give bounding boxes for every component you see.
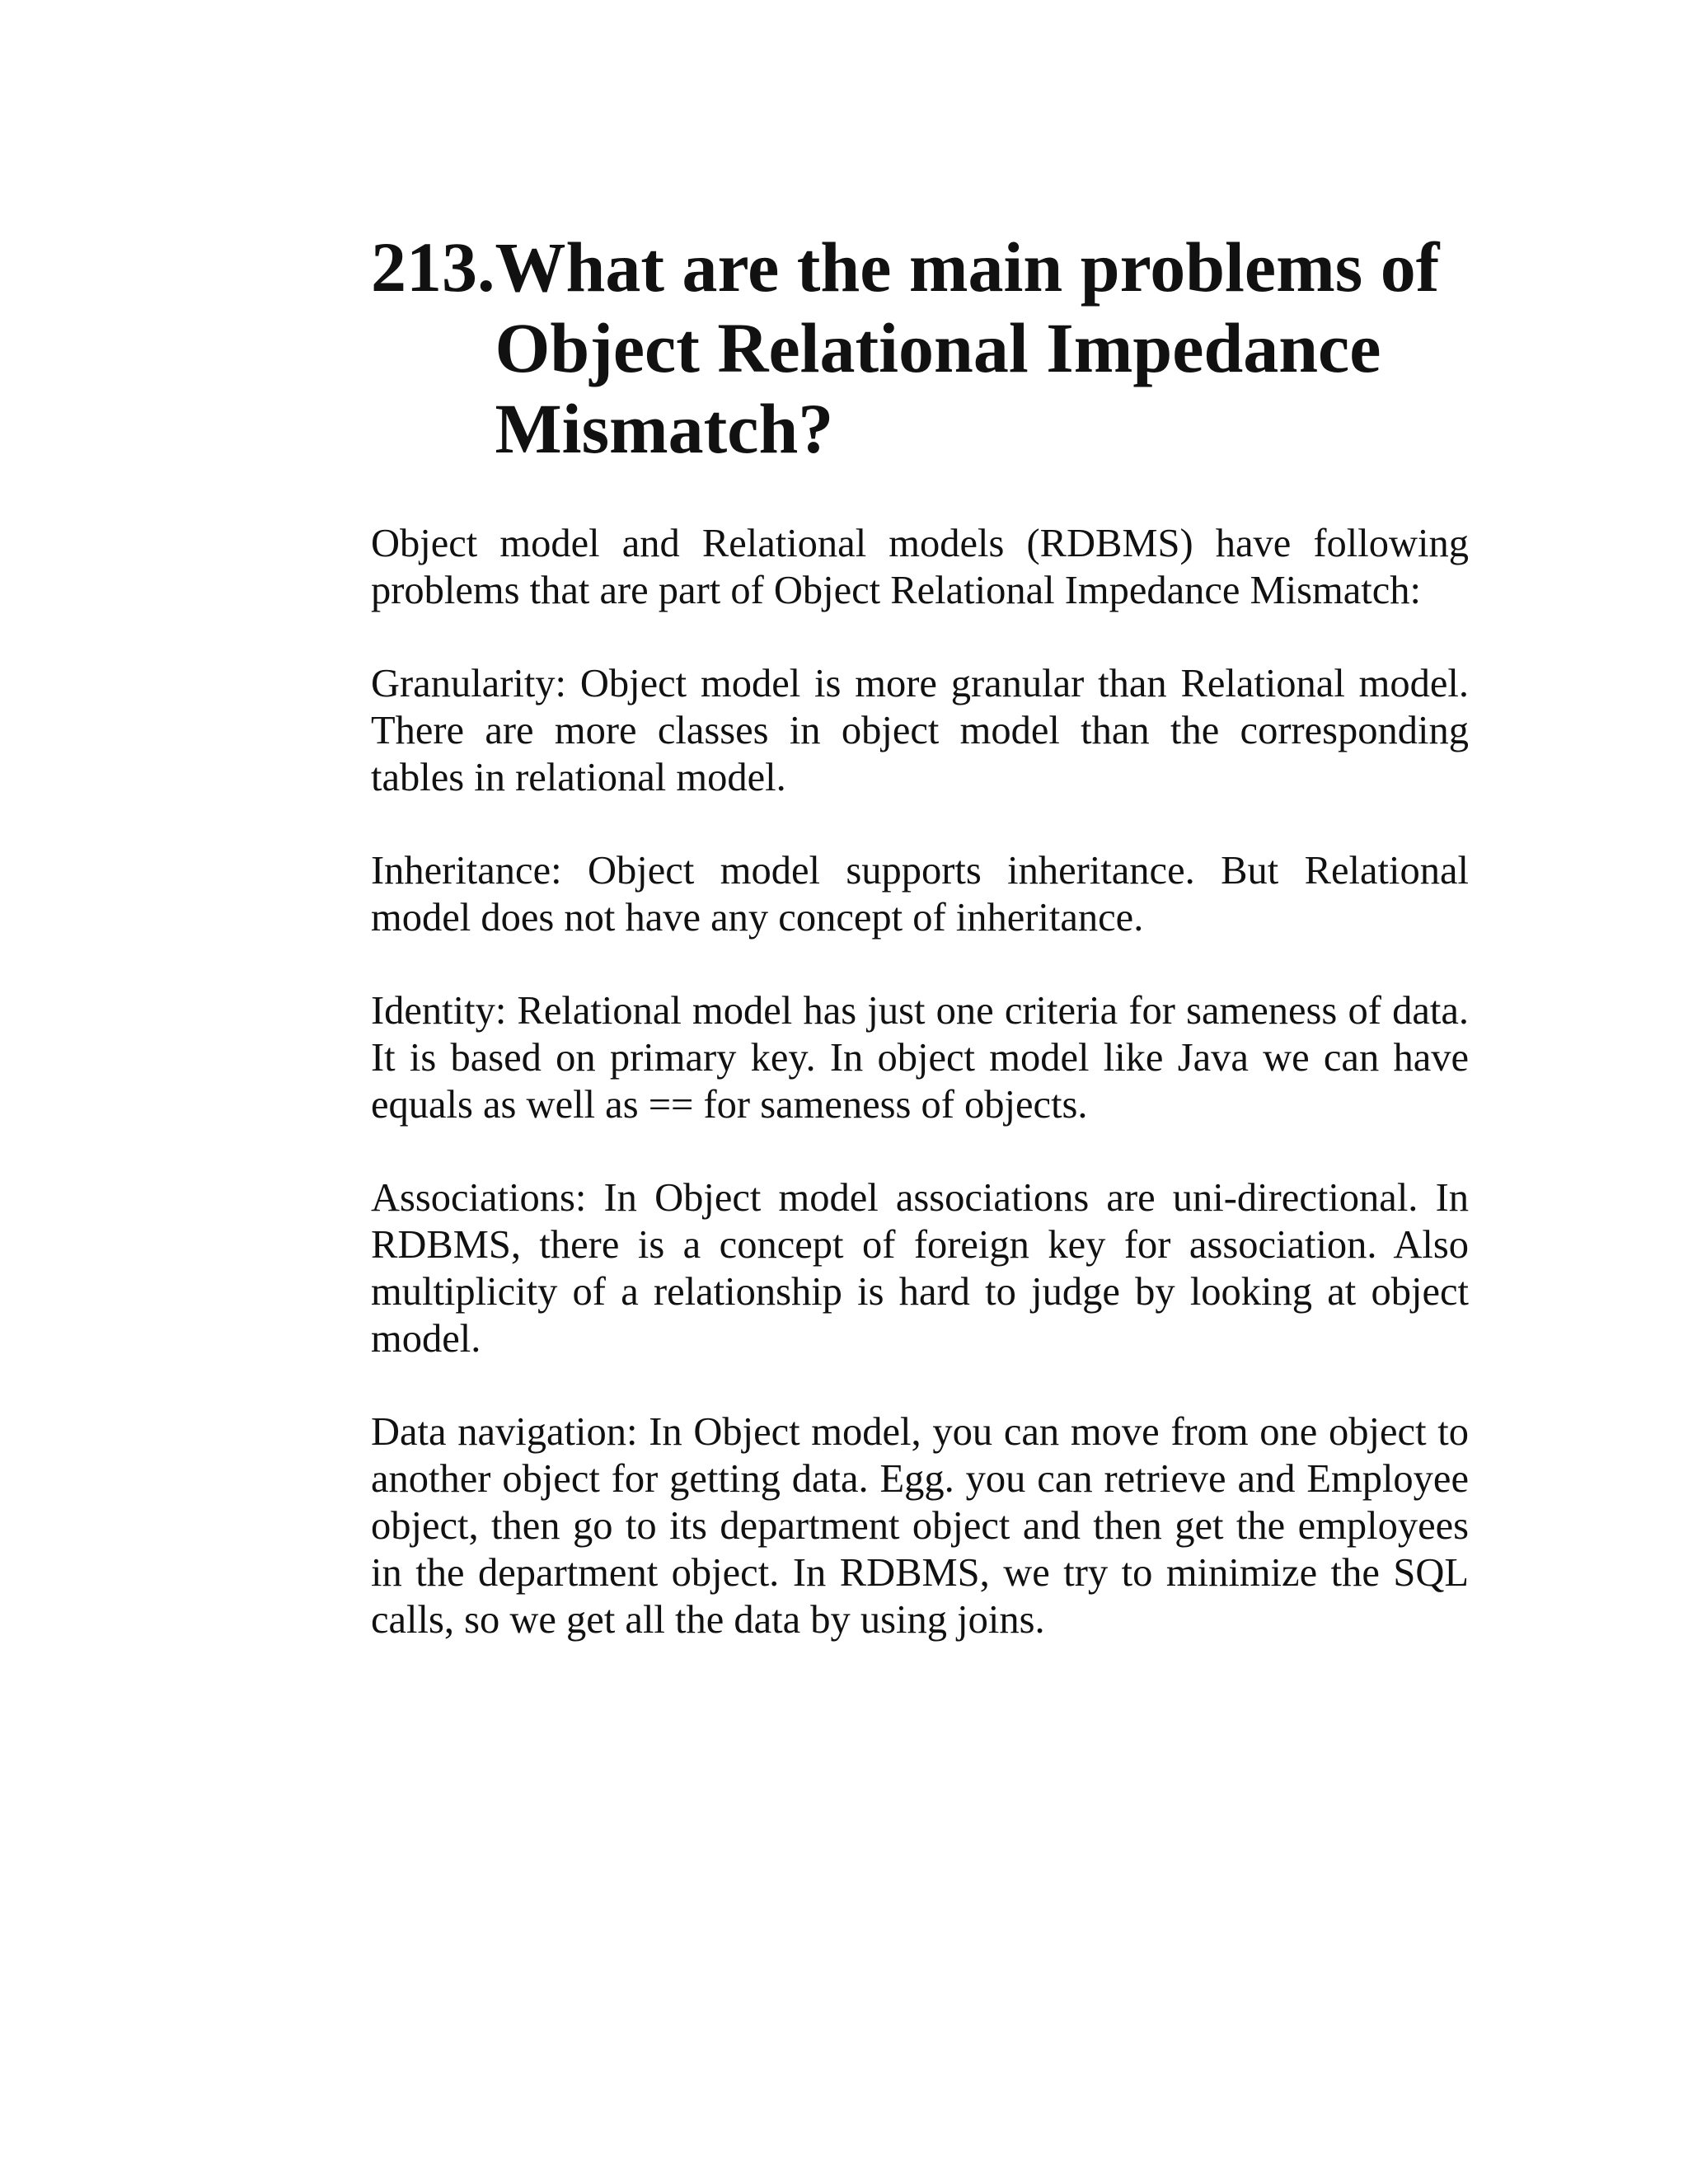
section-label: Identity:	[371, 989, 507, 1033]
section-data-navigation	[371, 1408, 1469, 1643]
section-label: Data navigation:	[371, 1410, 638, 1454]
section-text: In Object model associations are uni-directional. In RDBMS, there is a concept of foreign key for association. Also multiplicity of a relationship is hard to judge by looking at object model.	[371, 1176, 1469, 1361]
section-label: Granularity:	[371, 662, 567, 705]
section-text: Relational model has just one criteria for sameness of data. It is based on primary key. In object model like Java we can have equals as well as == for sameness of objects.	[371, 989, 1469, 1127]
question-number: 213.	[371, 227, 495, 307]
section-label: Associations:	[371, 1176, 587, 1220]
section-identity	[371, 987, 1469, 1128]
section-text: Object model is more granular than Relational model. There are more classes in object model than the corresponding tables in relational model.	[371, 662, 1469, 799]
section-inheritance	[371, 847, 1469, 941]
question-title: What are the main problems of Object Relational Impedance Mismatch?	[495, 227, 1440, 468]
section-text: Object model supports inheritance. But Relational model does not have any concept of inheritance.	[371, 849, 1469, 940]
document-page	[371, 227, 1469, 1690]
section-label: Inheritance:	[371, 849, 562, 893]
section-text: In Object model, you can move from one object to another object for getting data. Egg. you can retrieve and Employee object, then go to its department object and then get the employees in the department object. In RDBMS, we try to minimize the SQL calls, so we get all the data by using joins.	[371, 1410, 1469, 1642]
section-granularity	[371, 660, 1469, 801]
section-associations	[371, 1174, 1469, 1362]
intro-paragraph: Object model and Relational models (RDBMS) have following problems that are part of Object Relational Impedance Mismatch:	[371, 522, 1469, 612]
question-heading	[371, 227, 1469, 469]
